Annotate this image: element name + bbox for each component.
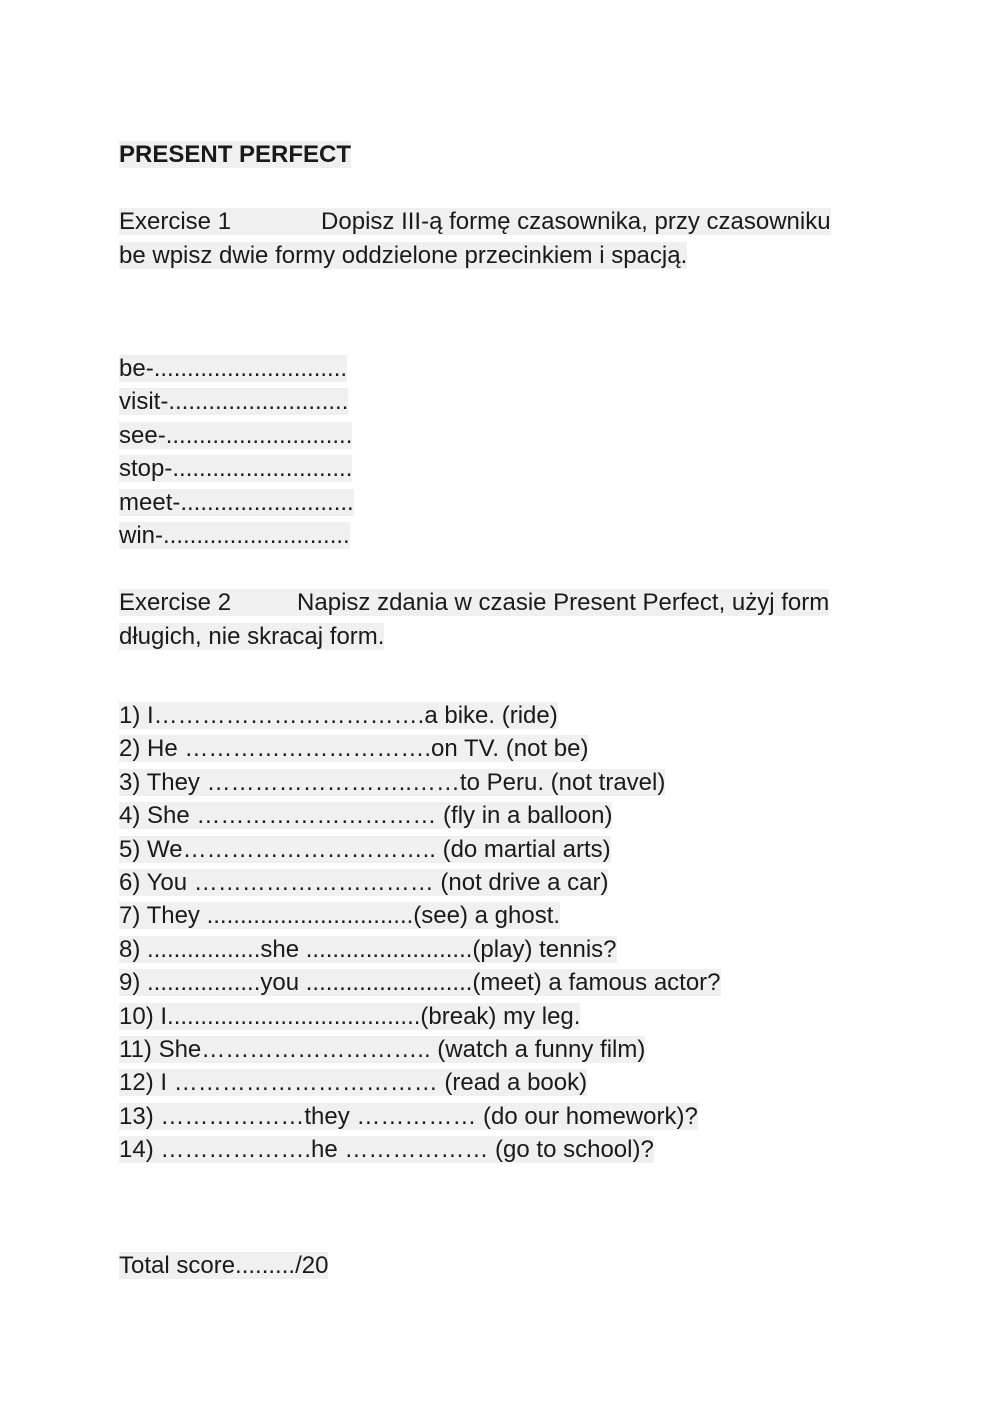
verb-item: stop-........................... — [119, 455, 353, 483]
title-text: PRESENT PERFECT — [119, 141, 352, 168]
sentence-item: 11) She……………………….. (watch a funny film) — [119, 1036, 646, 1064]
exercise-1-instruction: Dopisz III-ą formę czasownika, przy czasowniku be wpisz dwie formy oddzielone przecinkiem i spacją. — [119, 208, 831, 269]
sentence-item: 10) I......................................(break) my leg. — [119, 1002, 581, 1030]
sentence-item: 1) I…………………………….a bike. (ride) — [119, 702, 558, 729]
exercise-1-header — [119, 205, 839, 272]
sentence-item: 13) ………………they …………… (do our homework)? — [119, 1102, 698, 1130]
exercise-1-label: Exercise 1 — [119, 208, 232, 235]
sentence-item: 4) She ………………………… (fly in a balloon) — [119, 802, 613, 830]
verb-item: win-............................ — [119, 522, 350, 550]
verb-item: meet-.......................... — [119, 488, 354, 516]
sentence-item: 6) You ………………………… (not drive a car) — [119, 869, 609, 897]
sentence-item: 9) .................you .........................(meet) a famous actor? — [119, 969, 721, 997]
verb-item: be-............................. — [119, 355, 348, 382]
exercise-2-label: Exercise 2 — [119, 589, 232, 616]
total-score — [119, 1249, 328, 1282]
sentence-item: 12) I …………………………… (read a book) — [119, 1069, 588, 1097]
sentence-item: 7) They ...............................(see) a ghost. — [119, 902, 561, 930]
sentence-item: 14) ……………….he ……………… (go to school)? — [119, 1136, 654, 1164]
exercise-2-sentence-list — [119, 699, 721, 1167]
sentence-item: 5) We………………………….. (do martial arts) — [119, 835, 611, 863]
exercise-2-instruction: Napisz zdania w czasie Present Perfect, użyj form długich, nie skracaj form. — [119, 589, 830, 650]
verb-item: visit-........................... — [119, 388, 349, 416]
verb-item: see-............................ — [119, 421, 353, 449]
exercise-2-header — [119, 586, 859, 653]
sentence-item: 8) .................she .........................(play) tennis? — [119, 935, 617, 963]
exercise-1-verb-list — [119, 352, 354, 552]
total-score-text: Total score........./20 — [119, 1252, 329, 1279]
sentence-item: 3) They ……………………..……to Peru. (not travel) — [119, 768, 666, 796]
sentence-item: 2) He ………………………….on TV. (not be) — [119, 735, 589, 763]
page-title — [119, 140, 351, 170]
